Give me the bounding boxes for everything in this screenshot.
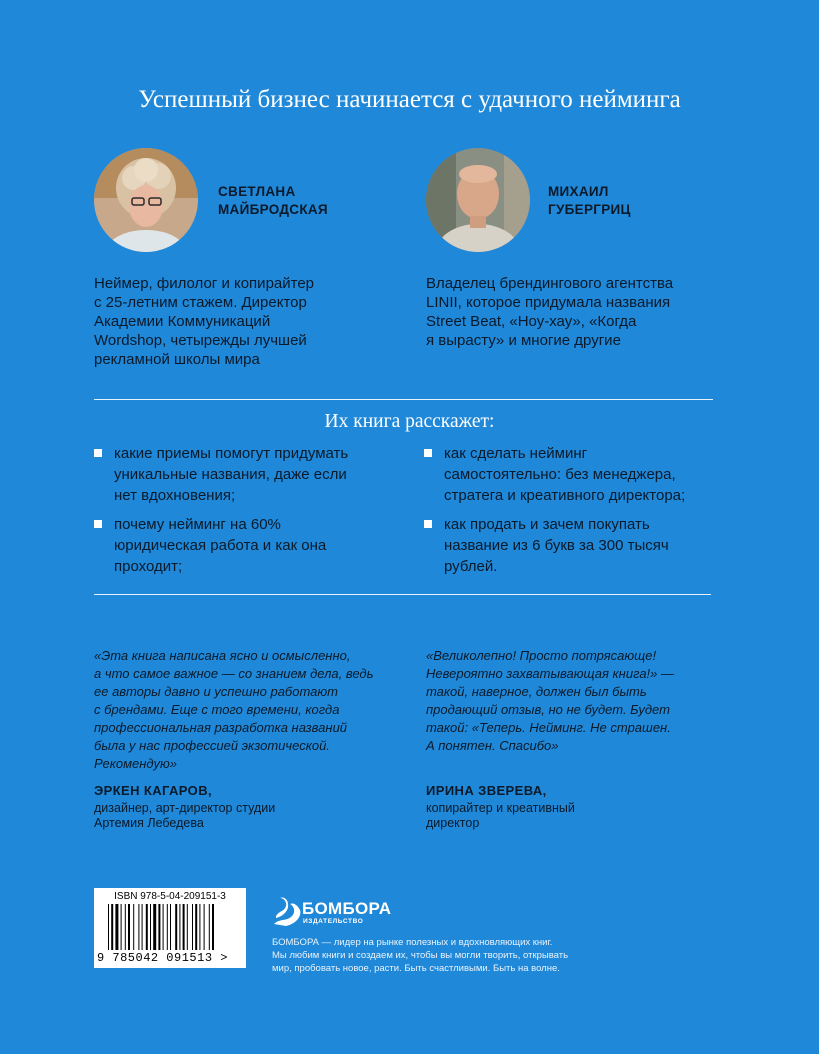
review-role-kagarov: дизайнер, арт-директор студии Артемия Лебедева	[94, 801, 276, 830]
author-photo-maybrodskaya	[94, 148, 198, 252]
publisher-logo-sub: ИЗДАТЕЛЬСТВО	[303, 918, 364, 925]
bullet-square-icon	[424, 449, 432, 457]
headline: Успешный бизнес начинается с удачного нейминга	[138, 86, 681, 113]
isbn-label: ISBN 978-5-04-209151-3	[114, 891, 226, 902]
publisher-blurb: БОМБОРА — лидер на рынке полезных и вдохновляющих книг. Мы любим книги и создаем их, чтобы вы могли творить, открывать мир, пробовать новое, расти. Быть счастливыми. Быть на волне.	[272, 937, 569, 974]
review-role-zvereva: копирайтер и креативный директор	[426, 801, 575, 830]
bullet-square-icon	[424, 520, 432, 528]
bullet-item: как сделать нейминг самостоятельно: без менеджера, стратега и креативного директора;	[424, 443, 714, 506]
author-name-maybrodskaya: СВЕТЛАНА МАЙБРОДСКАЯ	[218, 184, 328, 217]
portrait-photo-icon	[94, 148, 198, 252]
divider-top	[94, 399, 713, 400]
author-bio-maybrodskaya: Неймер, филолог и копирайтер с 25-летним стажем. Директор Академии Коммуникаций Wordshop, четырежды лучшей рекламной школы мира	[94, 275, 315, 368]
bullet-item: почему нейминг на 60% юридическая работа и как она проходит;	[94, 514, 394, 577]
author-name-gubergrits: МИХАИЛ ГУБЕРГРИЦ	[548, 184, 631, 217]
section-subheading: Их книга расскажет:	[324, 411, 495, 432]
barcode-icon	[108, 904, 242, 950]
publisher-logo-text: БОМБОРА	[302, 899, 392, 918]
isbn-digits: 9 785042 091513 >	[97, 951, 228, 965]
portrait-photo-icon	[426, 148, 530, 252]
bullet-item: как продать и зачем покупать название из 6 букв за 300 тысяч рублей.	[424, 514, 714, 577]
review-quote-kagarov: «Эта книга написана ясно и осмысленно, а что самое важное — со знанием дела, ведь ее авторы давно и успешно работают с брендами. Еще с того времени, когда профессиональная разработка названий была у нас профессией экзотической. Рекомендую»	[94, 648, 374, 771]
wave-logo-icon	[272, 894, 302, 928]
publisher-logo	[272, 894, 402, 928]
bullet-square-icon	[94, 520, 102, 528]
bullet-square-icon	[94, 449, 102, 457]
review-quote-zvereva: «Великолепно! Просто потрясающе! Невероятно захватывающая книга!» — такой, наверное, должен был быть продающий отзыв, но не будет. Будет такой: «Теперь. Нейминг. Не страшен. А понятен. Спасибо»	[426, 648, 675, 753]
review-author-zvereva: ИРИНА ЗВЕРЕВА,	[426, 783, 547, 798]
isbn-barcode	[94, 888, 246, 968]
review-author-kagarov: ЭРКЕН КАГАРОВ,	[94, 783, 212, 798]
divider-bottom	[94, 594, 711, 595]
author-bio-gubergrits: Владелец брендингового агентства LINII, которое придумала названия Street Beat, «Ноу-хау», «Когда я вырасту» и многие другие	[426, 275, 674, 349]
author-photo-gubergrits	[426, 148, 530, 252]
bullet-item: какие приемы помогут придумать уникальные названия, даже если нет вдохновения;	[94, 443, 394, 506]
